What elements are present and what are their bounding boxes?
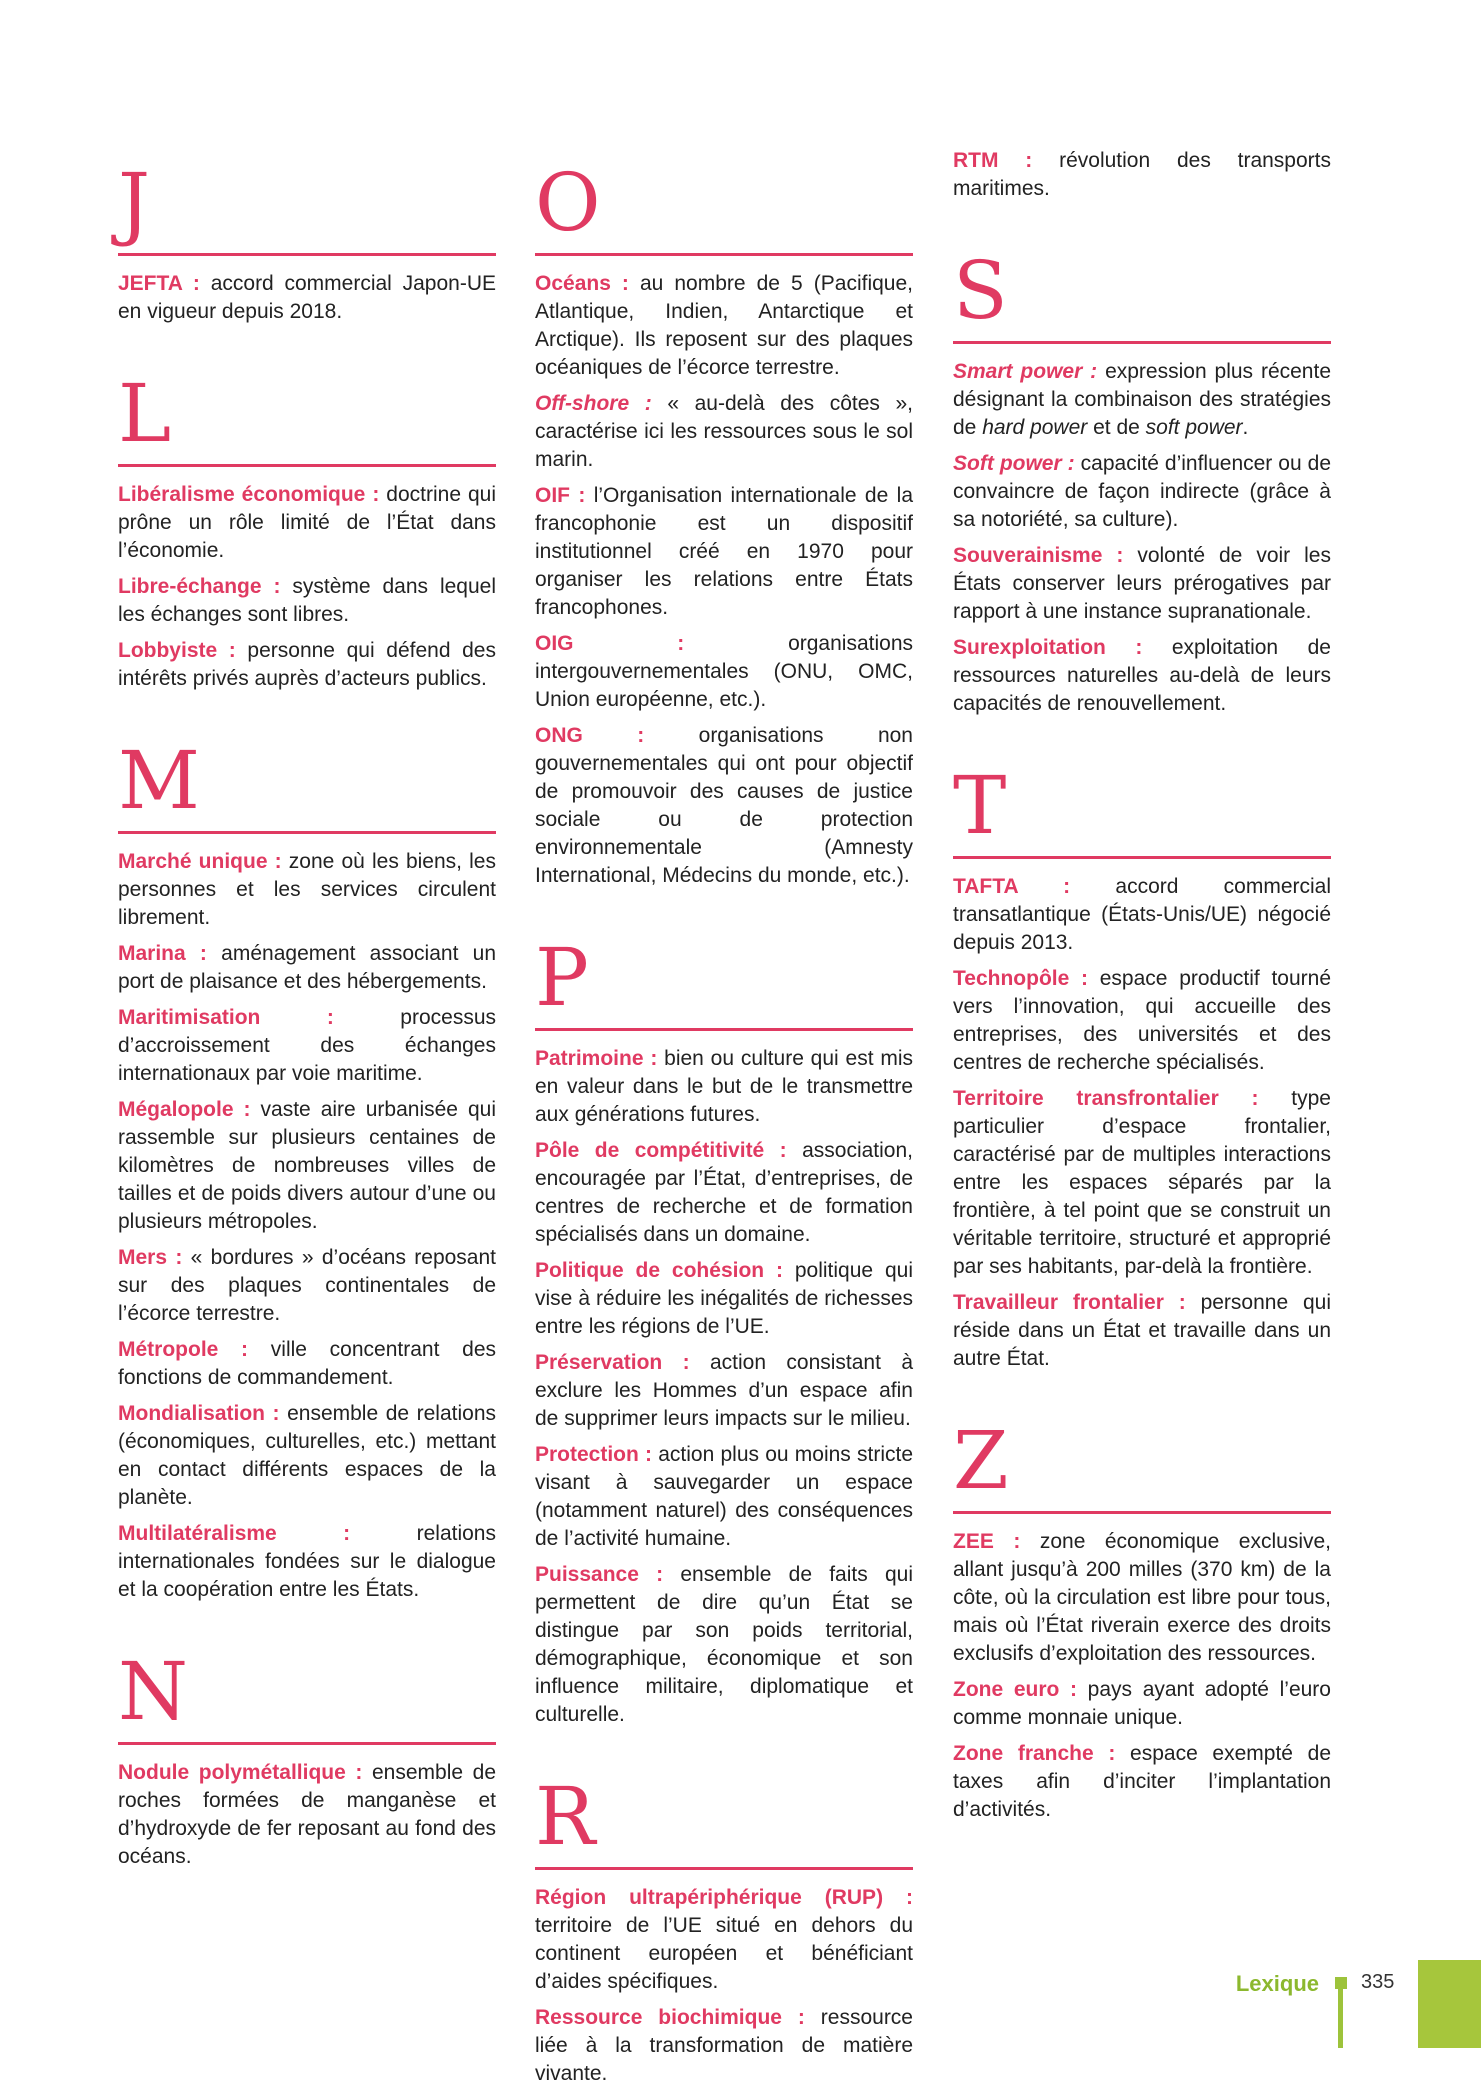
entry-term: Protection : bbox=[535, 1443, 653, 1466]
glossary-entry-travailleur-frontalier bbox=[953, 1289, 1331, 1373]
section-letter-o: O bbox=[535, 163, 913, 256]
section-letter-m: M bbox=[118, 741, 496, 834]
glossary-entry-patrimoine bbox=[535, 1045, 913, 1129]
entry-definition: action consistant à exclure les Hommes d’un espace afin de supprimer leurs impacts sur le milieu. bbox=[535, 1351, 913, 1430]
entry-definition: pays ayant adopté l’euro comme monnaie unique. bbox=[953, 1678, 1331, 1729]
entry-definition: expression plus récente désignant la combinaison des stratégies de bbox=[953, 360, 1331, 439]
entry-definition: ville concentrant des fonctions de commandement. bbox=[118, 1338, 496, 1389]
entry-term: Libéralisme économique : bbox=[118, 483, 380, 506]
glossary-entry-puissance bbox=[535, 1561, 913, 1729]
entry-definition: système dans lequel les échanges sont libres. bbox=[118, 575, 496, 626]
entry-definition: ressource liée à la transformation de matière vivante. bbox=[535, 2006, 913, 2085]
entry-definition: organisations non gouvernementales qui ont pour objectif de promouvoir des causes de justice sociale ou de protection environnementale (Amnesty International, Médecins du monde, etc.). bbox=[535, 724, 913, 887]
section-letter-t: T bbox=[953, 766, 1331, 859]
section-letter-n: N bbox=[118, 1652, 496, 1745]
entry-definition: territoire de l’UE situé en dehors du continent européen et bénéficiant d’aides spécifiques. bbox=[535, 1914, 913, 1993]
glossary-entry-metropole bbox=[118, 1336, 496, 1392]
glossary-entry-zone-franche bbox=[953, 1740, 1331, 1824]
section-letter-z: Z bbox=[953, 1421, 1331, 1514]
entry-definition: personne qui réside dans un État et travaille dans un autre État. bbox=[953, 1291, 1331, 1370]
entry-term: Lobbyiste : bbox=[118, 639, 236, 662]
footer-marker-line bbox=[1338, 1989, 1343, 2048]
section-letter-s: S bbox=[953, 251, 1331, 344]
glossary-entry-mondialisation bbox=[118, 1400, 496, 1512]
entry-definition: accord commercial Japon-UE en vigueur depuis 2018. bbox=[118, 272, 497, 323]
entry-definition: accord commercial transatlantique (États-Unis/UE) négocié depuis 2013. bbox=[953, 875, 1331, 954]
page-number: 335 bbox=[1361, 1971, 1395, 1993]
entry-term: Nodule polymétallique : bbox=[118, 1761, 363, 1784]
entry-term: Travailleur frontalier : bbox=[953, 1291, 1186, 1314]
entry-term: Marché unique : bbox=[118, 850, 282, 873]
section-letter-j: J bbox=[118, 163, 496, 256]
glossary-entry-mers bbox=[118, 1244, 496, 1328]
glossary-entry-zee bbox=[953, 1528, 1331, 1668]
entry-term: Smart power : bbox=[953, 360, 1098, 383]
entry-definition: espace productif tourné vers l’innovation, qui accueille des entreprises, des universités et des centres de recherche spécialisés. bbox=[953, 967, 1332, 1074]
glossary-entry-zone-euro bbox=[953, 1676, 1331, 1732]
glossary-entry-liberalisme bbox=[118, 481, 496, 565]
footer-marker-square bbox=[1335, 1977, 1347, 1989]
glossary-entry-nodule bbox=[118, 1759, 496, 1871]
entry-definition: personne qui défend des intérêts privés auprès d’acteurs publics. bbox=[118, 639, 496, 690]
entry-definition: ensemble de faits qui permettent de dire qu’un État se distingue par son poids territorial, démographique, économique et son influence militaire, diplomatique et culturelle. bbox=[535, 1563, 913, 1726]
entry-term: Marina : bbox=[118, 942, 207, 965]
glossary-entry-off-shore bbox=[535, 390, 913, 474]
glossary-entry-marina bbox=[118, 940, 496, 996]
glossary-entry-surexploitation bbox=[953, 634, 1331, 718]
glossary-entry-maritimisation bbox=[118, 1004, 496, 1088]
entry-definition: « au-delà des côtes », caractérise ici les ressources sous le sol marin. bbox=[535, 392, 913, 471]
entry-definition: et de bbox=[1087, 416, 1146, 439]
entry-definition: politique qui vise à réduire les inégalités de richesses entre les régions de l’UE. bbox=[535, 1259, 913, 1338]
glossary-entry-oif bbox=[535, 482, 913, 622]
entry-definition: ensemble de roches formées de manganèse et d’hydroxyde de fer reposant au fond des océans. bbox=[118, 1761, 496, 1868]
entry-definition: association, encouragée par l’État, d’entreprises, de centres de recherche et de formation spécialisés dans un domaine. bbox=[535, 1139, 913, 1246]
entry-definition: bien ou culture qui est mis en valeur dans le but de le transmettre aux générations futures. bbox=[535, 1047, 914, 1126]
entry-term: Région ultrapériphérique (RUP) : bbox=[535, 1886, 913, 1909]
entry-definition: volonté de voir les États conserver leurs prérogatives par rapport à une instance supranationale. bbox=[953, 544, 1331, 623]
entry-definition: révolution des transports maritimes. bbox=[953, 149, 1331, 200]
glossary-entry-marche-unique bbox=[118, 848, 496, 932]
entry-definition: organisations intergouvernementales (ONU, OMC, Union européenne, etc.). bbox=[535, 632, 913, 711]
entry-term: Politique de cohésion : bbox=[535, 1259, 783, 1282]
glossary-entry-preservation bbox=[535, 1349, 913, 1433]
glossary-entry-pole-competitivite bbox=[535, 1137, 913, 1249]
entry-term: OIG : bbox=[535, 632, 685, 655]
entry-term: JEFTA : bbox=[118, 272, 200, 295]
entry-definition: au nombre de 5 (Pacifique, Atlantique, Indien, Antarctique et Arctique). Ils reposent sur des plaques océaniques de l’écorce terrestre. bbox=[535, 272, 913, 379]
column-1 bbox=[118, 156, 497, 1879]
entry-term: Off-shore : bbox=[535, 392, 652, 415]
entry-definition: doctrine qui prône un rôle limité de l’État dans l’économie. bbox=[118, 483, 496, 562]
entry-term: Pôle de compétitivité : bbox=[535, 1139, 787, 1162]
entry-term: Puissance : bbox=[535, 1563, 664, 1586]
entry-definition: action plus ou moins stricte visant à sauvegarder un espace (notamment naturel) des conséquences de l’activité humaine. bbox=[535, 1443, 913, 1550]
entry-definition: vaste aire urbanisée qui rassemble sur plusieurs centaines de kilomètres de nombreuses villes de tailles et de poids divers autour d’une ou plusieurs métropoles. bbox=[118, 1098, 496, 1233]
entry-definition: . bbox=[1242, 416, 1249, 439]
entry-term: OIF : bbox=[535, 484, 586, 507]
entry-term: Mers : bbox=[118, 1246, 183, 1269]
glossary-entry-territoire-transfrontalier bbox=[953, 1085, 1331, 1281]
glossary-entry-ressource-biochimique bbox=[535, 2004, 913, 2088]
entry-term: Multilatéralisme : bbox=[118, 1522, 351, 1545]
entry-term: TAFTA : bbox=[953, 875, 1071, 898]
footer-section-label: Lexique bbox=[1235, 1971, 1319, 1996]
glossary-entry-smart-power bbox=[953, 358, 1331, 442]
glossary-entry-lobbyiste bbox=[118, 637, 496, 693]
entry-term: ZEE : bbox=[953, 1530, 1021, 1553]
glossary-entry-ong bbox=[535, 722, 913, 890]
glossary-entry-oceans bbox=[535, 270, 913, 382]
entry-term: Soft power : bbox=[953, 452, 1075, 475]
glossary-entry-tafta bbox=[953, 873, 1331, 957]
glossary-entry-megalopole bbox=[118, 1096, 496, 1236]
entry-term: Zone franche : bbox=[953, 1742, 1116, 1765]
entry-definition: aménagement associant un port de plaisance et des hébergements. bbox=[118, 942, 497, 993]
entry-term: Mégalopole : bbox=[118, 1098, 251, 1121]
entry-definition: exploitation de ressources naturelles au-delà de leurs capacités de renouvellement. bbox=[953, 636, 1331, 715]
entry-emphasis: soft power bbox=[1145, 416, 1243, 439]
entry-term: Souverainisme : bbox=[953, 544, 1124, 567]
glossary-entry-libre-echange bbox=[118, 573, 496, 629]
entry-term: RTM : bbox=[953, 149, 1033, 172]
glossary-entry-multilateralisme bbox=[118, 1520, 496, 1604]
glossary-entry-jefta bbox=[118, 270, 496, 326]
entry-term: Libre-échange : bbox=[118, 575, 281, 598]
column-3 bbox=[953, 147, 1331, 1832]
entry-definition: type particulier d’espace frontalier, caractérisé par de multiples interactions entre les espaces séparés par la frontière, à tel point que se construit un véritable territoire, structuré et approprié par ses habitants, par-delà la frontière. bbox=[953, 1087, 1331, 1278]
glossary-entry-politique-cohesion bbox=[535, 1257, 913, 1341]
entry-definition: l’Organisation internationale de la francophonie est un dispositif institutionnel créé en 1970 pour organiser les relations entre États francophones. bbox=[535, 484, 913, 619]
glossary-entry-souverainisme bbox=[953, 542, 1331, 626]
section-letter-p: P bbox=[535, 938, 913, 1031]
entry-term: Territoire transfrontalier : bbox=[953, 1087, 1259, 1110]
entry-definition: ensemble de relations (économiques, culturelles, etc.) mettant en contact différents espaces de la planète. bbox=[118, 1402, 496, 1509]
glossary-entry-protection bbox=[535, 1441, 913, 1553]
entry-term: Technopôle : bbox=[953, 967, 1089, 990]
entry-emphasis: hard power bbox=[982, 416, 1088, 439]
glossary-entry-rtm bbox=[953, 147, 1331, 203]
section-letter-r: R bbox=[535, 1777, 913, 1870]
entry-term: Zone euro : bbox=[953, 1678, 1077, 1701]
entry-term: Ressource biochimique : bbox=[535, 2006, 805, 2029]
glossary-entry-oig bbox=[535, 630, 913, 714]
entry-term: Patrimoine : bbox=[535, 1047, 658, 1070]
section-letter-l: L bbox=[118, 374, 496, 467]
entry-definition: zone où les biens, les personnes et les services circulent librement. bbox=[118, 850, 496, 929]
page-edge-tab bbox=[1418, 1960, 1481, 2048]
entry-term: Métropole : bbox=[118, 1338, 249, 1361]
entry-definition: espace exempté de taxes afin d’inciter l’implantation d’activités. bbox=[953, 1742, 1331, 1821]
entry-term: Surexploitation : bbox=[953, 636, 1143, 659]
entry-term: ONG : bbox=[535, 724, 645, 747]
entry-definition: zone économique exclusive, allant jusqu’à 200 milles (370 km) de la côte, où la circulation est libre pour tous, mais où l’État riverain exerce des droits exclusifs d’exploitation des ressources. bbox=[953, 1530, 1331, 1665]
column-2 bbox=[535, 156, 914, 2096]
entry-term: Mondialisation : bbox=[118, 1402, 280, 1425]
entry-definition: capacité d’influencer ou de convaincre de façon indirecte (grâce à sa notoriété, sa culture). bbox=[953, 452, 1332, 531]
entry-term: Maritimisation : bbox=[118, 1006, 334, 1029]
entry-definition: processus d’accroissement des échanges internationaux par voie maritime. bbox=[118, 1006, 497, 1085]
glossary-entry-rup bbox=[535, 1884, 913, 1996]
entry-term: Océans : bbox=[535, 272, 629, 295]
entry-definition: « bordures » d’océans reposant sur des plaques continentales de l’écorce terrestre. bbox=[118, 1246, 496, 1325]
glossary-entry-soft-power bbox=[953, 450, 1331, 534]
glossary-entry-technopole bbox=[953, 965, 1331, 1077]
entry-definition: relations internationales fondées sur le dialogue et la coopération entre les États. bbox=[118, 1522, 496, 1601]
entry-term: Préservation : bbox=[535, 1351, 690, 1374]
